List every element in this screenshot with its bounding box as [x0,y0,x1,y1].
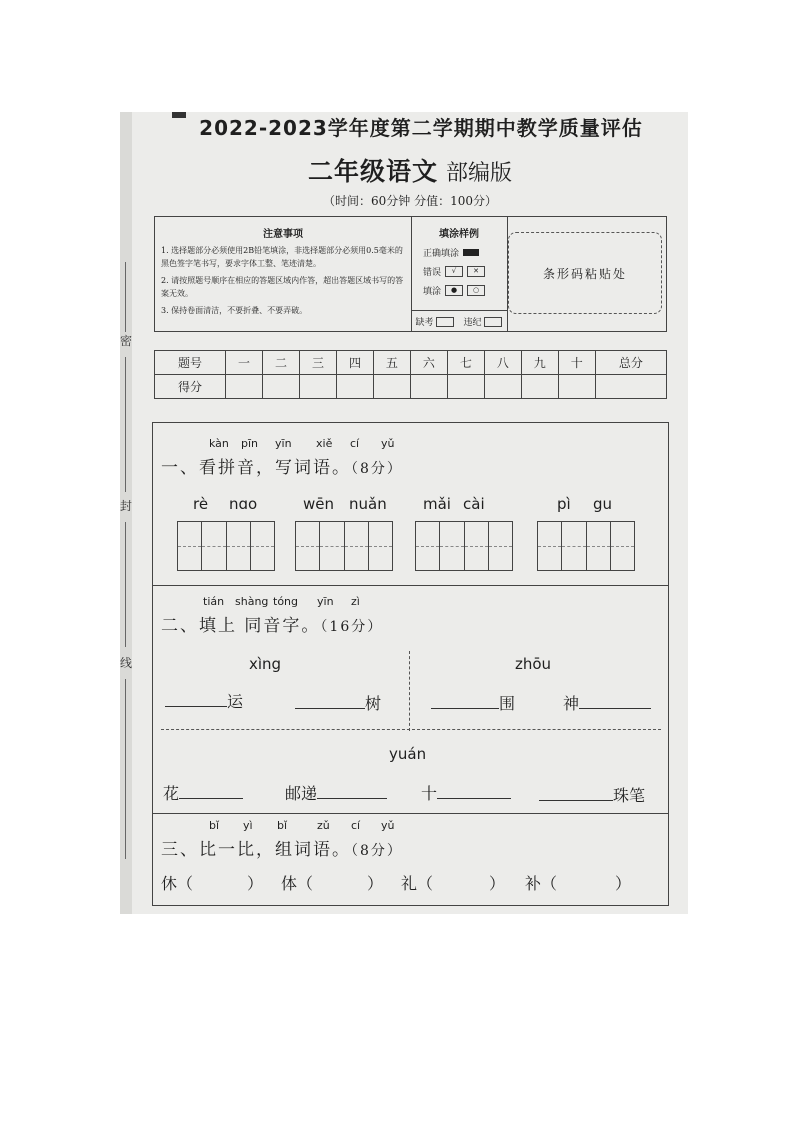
fill-row [423,284,507,297]
score-cell-total[interactable] [595,375,666,399]
score-column: 九 [521,351,558,375]
q3-close-paren: ） [489,874,506,893]
q2-char: 树 [365,694,382,713]
q3-item [161,871,263,894]
q1-answer-grid[interactable] [415,521,513,571]
q2-item [285,781,387,804]
answer-blank[interactable] [165,692,227,707]
q3-open-paren: （ [297,874,314,893]
q2-heading-pinyin: tóng [273,595,298,608]
score-cell[interactable] [373,375,410,399]
binding-char-xian: 线 [120,656,133,670]
q3-item [401,871,505,894]
answer-blank[interactable] [317,784,387,799]
score-cell[interactable] [521,375,558,399]
q3-heading-pinyin: yì [243,819,253,832]
q1-answer-grid[interactable] [537,521,635,571]
binding-line [125,262,126,332]
q3-char: 休 [161,874,178,893]
absent-field [416,315,455,328]
q3-char: 体 [281,874,298,893]
filled-dot-icon: ● [445,285,463,296]
q1-heading-pinyin: pīn [241,437,259,450]
q3-heading-pinyin: bǐ [277,819,288,832]
q3-close-paren: ） [615,874,632,893]
q3-item [525,871,631,894]
q1-word-pinyin: wēn [303,495,335,513]
questions-frame [152,422,669,906]
section-divider [153,813,668,814]
q1-word-pinyin: pì [557,495,571,513]
q3-open-paren: （ [417,874,434,893]
q3-heading-pinyin: bǐ [209,819,220,832]
q2-heading-pinyin: zì [351,595,360,608]
wrong-fill-row [423,265,507,278]
exam-title: 2022-2023学年度第二学期期中教学质量评估 [199,116,643,140]
q2-char: 邮递 [285,784,318,803]
binding-line [125,522,126,647]
score-cell[interactable] [336,375,373,399]
q2-char: 运 [227,692,244,711]
q3-char: 礼 [401,874,418,893]
q2-item [563,691,651,714]
q1-heading-pinyin: xiě [316,437,333,450]
q2-item [295,691,381,714]
section-divider [153,585,668,586]
q3-heading-pinyin: zǔ [317,819,330,832]
answer-blank[interactable] [539,786,613,801]
sample-title: 填涂样例 [439,229,479,240]
q1-answer-grid[interactable] [295,521,393,571]
q3-score: （8分） [351,843,403,859]
q1-word-pinyin: rè [193,495,209,513]
q1-heading-pinyin: yǔ [381,437,395,450]
binding-line [125,357,126,492]
q1-heading-pinyin: kàn [209,437,229,450]
q2-char: 神 [563,694,580,713]
score-column: 十 [558,351,595,375]
score-column: 三 [300,351,337,375]
score-cell[interactable] [263,375,300,399]
check-mark-icon: √ [445,266,463,277]
edition-label: 部编版 [446,161,513,186]
fill-label: 填涂 [423,287,442,297]
grade-subject: 二年级语文 [307,157,438,186]
q2-heading [161,611,383,636]
violation-label: 违纪 [463,317,482,328]
violation-box[interactable] [484,317,502,327]
notice-item: 1. 选择题部分必须使用2B铅笔填涂，非选择题部分必须用0.5毫米的黑色签字笔书写，要求字体工整、笔迹清楚。 [161,246,403,268]
score-column: 七 [447,351,484,375]
q1-word-pinyin: nuǎn [349,495,387,513]
q3-close-paren: ） [247,874,264,893]
q2-item [421,781,511,804]
score-cell[interactable] [300,375,337,399]
answer-blank[interactable] [295,694,365,709]
exam-paper [132,112,688,914]
score-cell[interactable] [447,375,484,399]
notice-item: 2. 请按照题号顺序在相应的答题区域内作答，超出答题区域书写的答案无效。 [161,276,404,298]
q2-pinyin-xing: xìng [249,655,282,673]
q2-char: 花 [163,784,180,803]
filled-box-icon [463,249,479,256]
q1-answer-grid[interactable] [177,521,275,571]
score-table-row-label: 题号 [155,351,226,375]
q3-heading-text: 三、比一比，组词语。 [161,840,351,860]
answer-blank[interactable] [179,784,243,799]
cross-mark-icon: ✕ [467,266,485,277]
q1-word-pinyin: cài [463,495,485,513]
score-column: 四 [336,351,373,375]
q2-heading-pinyin: tián [203,595,225,608]
absent-violation-row [411,310,507,331]
q2-char: 十 [421,784,438,803]
exam-photo [120,112,688,914]
q2-heading-pinyin: yīn [317,595,334,608]
answer-blank[interactable] [579,694,651,709]
notice-item: 3. 保持卷面清洁，不要折叠、不要弄破。 [161,306,308,315]
score-table-header-row [155,351,667,375]
q3-char: 补 [525,874,542,893]
wrong-fill-label: 错误 [423,268,442,278]
q2-heading-text: 二、填上 同音字。 [161,616,321,636]
binding-char-feng: 封 [120,499,133,513]
notice-section [155,217,412,331]
score-column-total: 总分 [595,351,666,375]
absent-box[interactable] [436,317,454,327]
score-table [154,350,667,399]
q2-pinyin-yuan: yuán [389,745,427,763]
row-divider [161,729,661,730]
q3-open-paren: （ [541,874,558,893]
q1-heading-pinyin: yīn [275,437,292,450]
binding-strip [120,112,132,914]
answer-blank[interactable] [431,694,499,709]
q2-item [163,781,243,804]
q2-pinyin-zhou: zhōu [515,655,552,673]
column-divider [409,651,410,731]
barcode-area: 条形码粘贴处 [508,232,662,314]
score-column: 八 [484,351,521,375]
binding-char-mi: 密 [120,334,133,348]
empty-circle-icon: ○ [467,285,485,296]
exam-subtitle [132,152,688,188]
q2-char: 围 [499,694,516,713]
q2-item [431,691,515,714]
score-cell[interactable] [410,375,447,399]
time-info: （时间：60分钟 分值：100分） [323,194,497,208]
notice-title: 注意事项 [263,229,303,240]
correct-fill-label: 正确填涂 [423,249,460,259]
score-cell[interactable] [226,375,263,399]
q2-char: 珠笔 [613,786,646,805]
q1-word-pinyin: gu [593,495,613,513]
binding-line [125,679,126,859]
q3-item [281,871,383,894]
score-row-label: 得分 [155,375,226,399]
correct-fill-row [423,246,507,259]
q1-heading [161,453,403,478]
q1-word-pinyin: mǎi [423,495,451,513]
fill-sample-section [411,217,508,331]
absent-label: 缺考 [415,317,434,328]
q3-close-paren: ） [367,874,384,893]
q3-heading [161,835,403,860]
score-column: 一 [226,351,263,375]
score-cell[interactable] [484,375,521,399]
q2-item [165,689,243,712]
q3-heading-pinyin: yǔ [381,819,395,832]
score-column: 五 [373,351,410,375]
q1-heading-pinyin: cí [350,437,360,450]
q2-item [539,783,645,806]
q1-word-pinyin: nɑo [229,495,258,513]
q1-heading-text: 一、看拼音，写词语。 [161,458,351,478]
answer-blank[interactable] [437,784,511,799]
score-column: 六 [410,351,447,375]
q1-score: （8分） [351,461,403,477]
q2-score: （16分） [320,619,384,635]
score-cell[interactable] [558,375,595,399]
score-table-score-row [155,375,667,399]
q2-heading-pinyin: shàng [235,595,269,608]
q3-open-paren: （ [177,874,194,893]
q3-heading-pinyin: cí [351,819,361,832]
score-column: 二 [263,351,300,375]
violation-field [464,315,503,328]
